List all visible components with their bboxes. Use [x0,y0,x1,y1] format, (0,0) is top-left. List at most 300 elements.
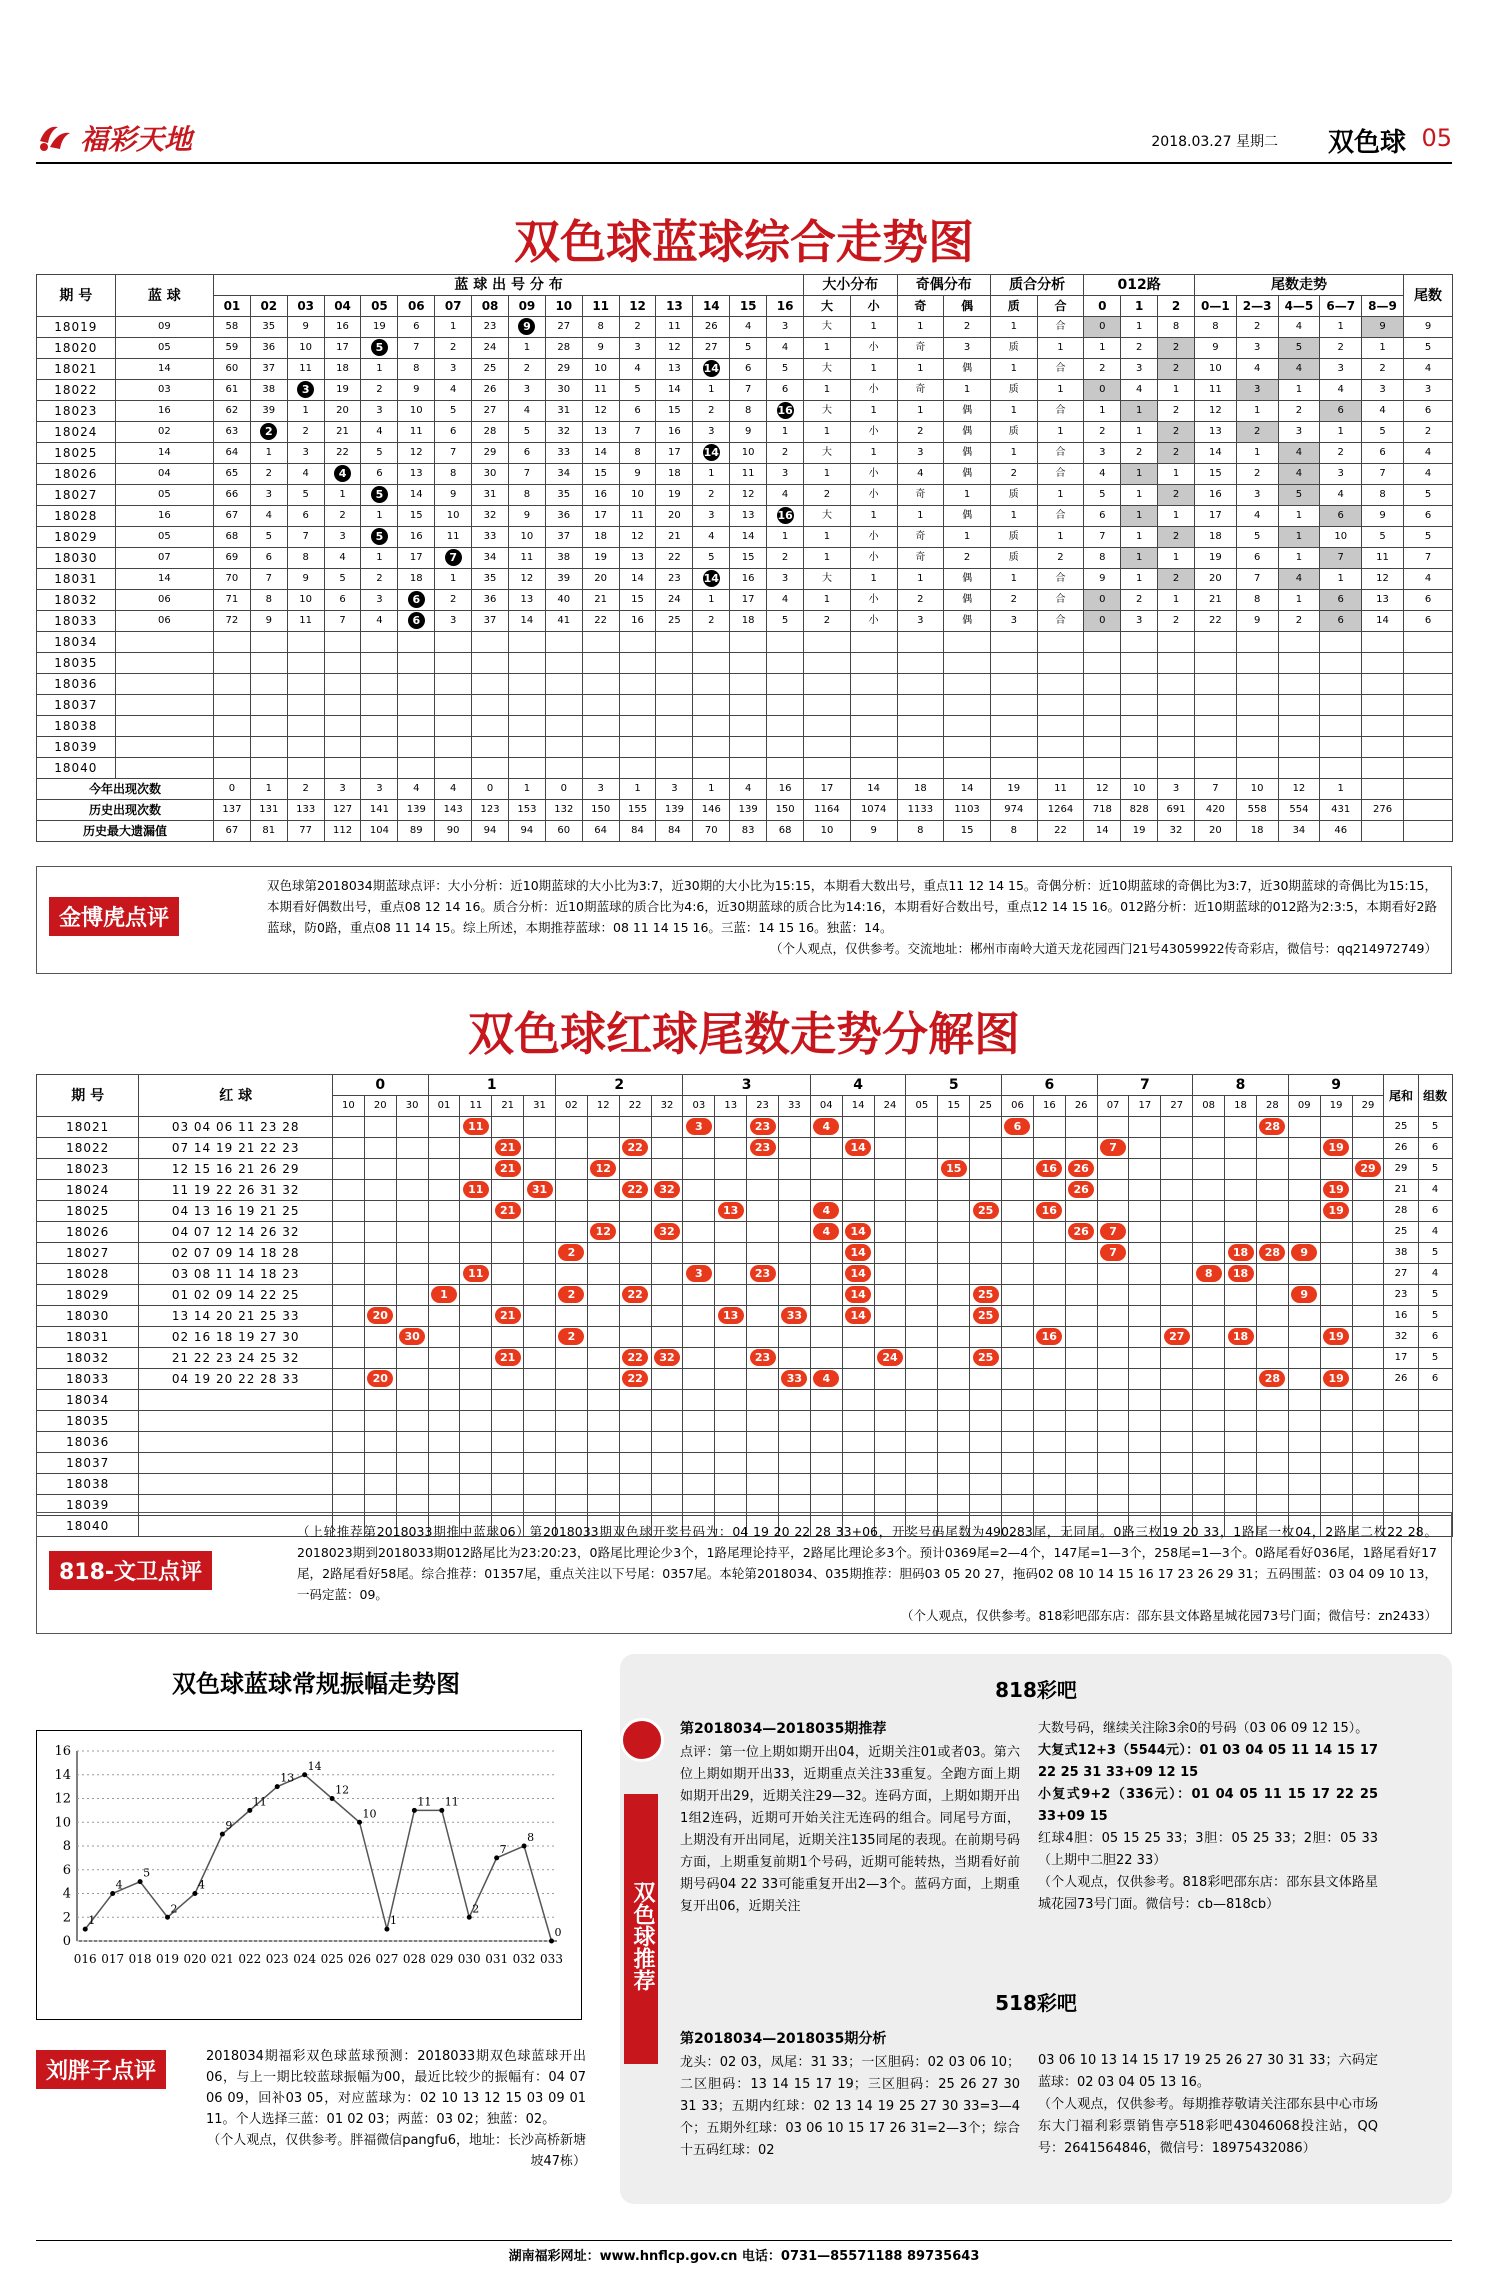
tail-cell [1065,1348,1097,1369]
empty-cell [1225,1411,1257,1432]
tail-cell [1320,1159,1352,1180]
num-header: 15 [938,1096,970,1117]
red-ball: 11 [463,1265,489,1282]
road-cell: 3 [1121,359,1158,380]
miss-cell [767,527,804,548]
empty-cell [492,1453,524,1474]
stat-value: 7 [1194,779,1236,800]
x-tick-label: 033 [540,1952,563,1966]
empty-cell [1037,758,1084,779]
tail-cell [428,1243,460,1264]
blue-data-row [37,485,1453,506]
amp-data-label: 2 [472,1902,480,1916]
shop-518-col1: 第2018034—2018035期分析 龙头：02 03，凤尾：31 33；一区胆码：02 03 06 10；二区胆码：13 14 15 17 19；三区胆码：25 26 27 30 31 33；五期内红球：02 13 14 19 25 27 30 33=3—4个；五期外红球：03 06 10 15 17 26 31=2—3个；综合十五码红球：02 [680,2031,1020,2158]
amp-data-label: 1 [88,1914,96,1928]
stat-value: 1 [619,779,656,800]
stat-value: 3 [324,779,361,800]
empty-cell [1158,737,1195,758]
miss-cell [545,527,582,548]
tail-cell [619,1327,651,1348]
x-tick-label: 032 [512,1952,536,1966]
red-ball: 3 [686,1118,712,1135]
tail-cell [1161,1264,1193,1285]
parity-cell: 奇 [897,548,944,569]
empty-cell [656,632,693,653]
issue-cell: 18032 [37,1348,139,1369]
miss-value: 6 [339,594,346,605]
tail-cell [332,1348,364,1369]
miss-cell [213,569,250,590]
miss-cell [730,569,767,590]
tail-cell [938,1348,970,1369]
miss-value: 28 [557,342,571,353]
tail-cell [492,1201,524,1222]
tail-cell [332,1222,364,1243]
red-numbers: 11 19 22 26 31 32 [139,1180,333,1201]
miss-cell [730,548,767,569]
miss-value: 30 [557,384,571,395]
issue-cell: 18021 [37,359,116,380]
empty-cell [1403,737,1452,758]
miss-cell [324,611,361,632]
blue-empty-row [37,758,1453,779]
tail-cell [1256,1180,1288,1201]
size-cell: 大 [804,401,851,422]
miss-value: 17 [594,510,608,521]
sum-cell: 27 [1384,1264,1418,1285]
miss-value: 58 [225,321,239,332]
tail-cell [715,1243,747,1264]
amp-data-label: 11 [252,1795,267,1809]
miss-cell [287,485,324,506]
tail-cell [874,1117,906,1138]
tail-cell [1065,1243,1097,1264]
tail-cell [619,1243,651,1264]
empty-cell [472,695,509,716]
miss-cell [250,443,287,464]
tail-cell: 18 [1194,527,1236,548]
tail-cell [460,1159,492,1180]
miss-cell [545,401,582,422]
issue-cell: 18026 [37,464,116,485]
tail-cell [906,1243,938,1264]
empty-cell [1097,1432,1129,1453]
tail-cell [492,1138,524,1159]
road-cell: 7 [1084,527,1121,548]
empty-cell [1403,716,1452,737]
tail-cell [1002,1117,1034,1138]
tail-cell: 2 [1236,422,1278,443]
tail-cell [747,1264,779,1285]
miss-value: 13 [741,510,755,521]
tail-cell [906,1117,938,1138]
miss-cell [361,380,398,401]
miss-cell [693,548,730,569]
issue-cell: 18027 [37,485,116,506]
tail-cell [715,1201,747,1222]
prime-cell: 质 [990,380,1037,401]
tail-cell [396,1306,428,1327]
tail-cell [1320,1117,1352,1138]
tail-cell [332,1306,364,1327]
road-cell: 2 [1158,569,1195,590]
miss-cell [398,527,435,548]
tail-cell [587,1222,619,1243]
empty-cell [1236,632,1278,653]
amp-data-label: 4 [197,1878,205,1892]
num-header: 03 [287,296,324,317]
empty-cell [874,1411,906,1432]
tail-cell [938,1306,970,1327]
empty-cell [1320,716,1362,737]
size-cell: 1 [804,464,851,485]
red-ball: 14 [845,1307,871,1324]
tail-cell: 14 [1362,611,1404,632]
miss-cell [287,317,324,338]
size-cell: 2 [804,611,851,632]
empty-cell [944,737,991,758]
miss-cell [398,422,435,443]
tail-cell [842,1243,874,1264]
empty-cell [398,695,435,716]
tail-cell [906,1159,938,1180]
tail-cell [332,1285,364,1306]
empty-cell [1320,674,1362,695]
empty-cell [364,1390,396,1411]
issue-cell: 18037 [37,1453,139,1474]
red-ball: 22 [622,1349,648,1366]
tail-cell: 2 [1278,611,1320,632]
tail-cell: 5 [1278,485,1320,506]
num-header: 10 [332,1096,364,1117]
miss-value: 27 [483,405,497,416]
parity-cell: 1 [944,485,991,506]
empty-cell [396,1453,428,1474]
miss-cell [693,464,730,485]
red-ball: 19 [1323,1202,1349,1219]
empty-cell [1037,632,1084,653]
tail-cell [683,1180,715,1201]
tail-cell [428,1201,460,1222]
tail-cell [555,1138,587,1159]
tail-cell [1097,1117,1129,1138]
size-cell: 1 [850,401,897,422]
miss-value: 10 [594,363,608,374]
miss-cell [656,527,693,548]
empty-cell [139,1390,333,1411]
empty-cell [1158,716,1195,737]
miss-cell [767,443,804,464]
blue-value: 02 [115,422,213,443]
tail-cell [1193,1180,1225,1201]
red-data-row [37,1243,1453,1264]
stat-value: 137 [213,800,250,821]
miss-value: 8 [634,447,641,458]
empty-cell [619,716,656,737]
tail-cell: 19 [1194,548,1236,569]
sum-cell: 23 [1384,1285,1418,1306]
miss-value: 11 [594,384,608,395]
empty-cell [1320,695,1362,716]
sum-cell: 26 [1384,1138,1418,1159]
num-header: 04 [324,296,361,317]
tail-cell [842,1117,874,1138]
miss-value: 10 [299,342,313,353]
num-header: 26 [1065,1096,1097,1117]
tail-cell [1320,1180,1352,1201]
miss-value: 12 [741,489,755,500]
miss-value: 2 [708,405,715,416]
empty-cell [1002,1411,1034,1432]
prime-cell: 合 [1037,611,1084,632]
tail-cell [778,1138,810,1159]
miss-value: 59 [225,342,239,353]
miss-cell [435,317,472,338]
miss-value: 38 [262,384,276,395]
empty-cell [990,695,1037,716]
stat-value: 139 [730,800,767,821]
empty-cell [435,737,472,758]
stat-value: 17 [804,779,851,800]
miss-value: 14 [631,573,644,584]
size-cell: 小 [850,422,897,443]
prime-cell: 1 [1037,485,1084,506]
tail-cell [555,1264,587,1285]
issue-cell: 18028 [37,1264,139,1285]
miss-cell [656,338,693,359]
tail-cell [906,1180,938,1201]
size-cell: 大 [804,506,851,527]
miss-value: 7 [449,447,457,458]
miss-cell [361,590,398,611]
empty-cell [435,653,472,674]
parity-cell: 3 [897,443,944,464]
miss-cell [767,401,804,422]
tail-cell [1161,1159,1193,1180]
miss-value: 67 [225,510,239,521]
tail-value: 6 [1403,506,1452,527]
tail-cell [651,1243,683,1264]
amp-point [275,1784,280,1789]
tail-value: 3 [1403,380,1452,401]
empty-cell [361,632,398,653]
red-ball: 18 [1228,1265,1254,1282]
miss-cell [693,317,730,338]
num-header: 06 [398,296,435,317]
tail-cell [1129,1327,1161,1348]
empty-cell [767,632,804,653]
tail-cell [619,1117,651,1138]
tail-cell [906,1327,938,1348]
miss-cell [435,548,472,569]
empty-cell [810,1411,842,1432]
empty-cell [1352,1411,1384,1432]
tail-cell: 1 [1236,401,1278,422]
stat-value: 4 [730,779,767,800]
empty-cell [970,1432,1002,1453]
miss-cell [508,317,545,338]
miss-cell [582,506,619,527]
tail-cell: 5 [1362,422,1404,443]
tail-cell [1002,1180,1034,1201]
road-cell: 2 [1158,401,1195,422]
red-ball: 23 [750,1265,776,1282]
tail-cell [1129,1264,1161,1285]
miss-value: 16 [336,321,349,332]
num-header: 20 [364,1096,396,1117]
tail-value: 6 [1403,590,1452,611]
miss-cell [619,590,656,611]
stat-value: 14 [1084,821,1121,842]
miss-cell [472,611,509,632]
empty-cell [250,758,287,779]
issue-cell: 18031 [37,569,116,590]
miss-value: 20 [594,573,608,584]
group-cell: 4 [1418,1264,1452,1285]
tail-cell [555,1369,587,1390]
empty-cell [1418,1432,1452,1453]
empty-cell [730,674,767,695]
tail-cell [778,1243,810,1264]
miss-cell [582,317,619,338]
num-header: 04 [810,1096,842,1117]
tail-cell [970,1243,1002,1264]
empty-cell [1033,1453,1065,1474]
empty-cell [1403,779,1452,800]
tail-cell [938,1117,970,1138]
miss-value: 60 [225,363,239,374]
red-ball: 4 [813,1118,839,1135]
num-header: 08 [1193,1096,1225,1117]
miss-value: 5 [302,489,309,500]
empty-cell [1256,1453,1288,1474]
stat-value: 10 [804,821,851,842]
tail-cell [1256,1222,1288,1243]
red-numbers: 02 07 09 14 18 28 [139,1243,333,1264]
empty-cell [747,1453,779,1474]
empty-cell [250,632,287,653]
miss-cell [730,401,767,422]
miss-value: 10 [409,405,423,416]
miss-value: 3 [708,426,715,437]
empty-cell [435,674,472,695]
empty-cell [1194,674,1236,695]
empty-cell [804,674,851,695]
miss-value: 2 [376,573,383,584]
empty-cell [897,716,944,737]
tail-cell [1225,1327,1257,1348]
miss-value: 6 [781,384,789,395]
tail-cell [428,1117,460,1138]
tail-cell [396,1285,428,1306]
empty-cell [428,1390,460,1411]
tail-cell: 7 [1236,569,1278,590]
num-header: 17 [1129,1096,1161,1117]
issue-cell: 18022 [37,1138,139,1159]
red-tail-table [36,1074,1453,1537]
miss-value: 33 [557,447,571,458]
stat-value: 143 [435,800,472,821]
red-numbers: 03 04 06 11 23 28 [139,1117,333,1138]
tail-cell [683,1285,715,1306]
tail-cell: 4 [1278,359,1320,380]
tail-cell [332,1201,364,1222]
tail-cell: 1 [1320,317,1362,338]
tail-group-header: 2 [555,1075,682,1096]
tail-cell [970,1306,1002,1327]
size-cell: 小 [850,338,897,359]
empty-cell [1278,758,1320,779]
miss-value: 20 [668,510,681,521]
tail-cell [970,1201,1002,1222]
empty-cell [842,1390,874,1411]
tail-cell [1288,1243,1320,1264]
empty-cell [651,1453,683,1474]
amp-point [412,1808,417,1813]
parity-cell: 偶 [944,611,991,632]
empty-cell [1418,1474,1452,1495]
empty-cell [582,674,619,695]
empty-cell [683,1432,715,1453]
stat-value: 84 [656,821,693,842]
tail-group-header: 6 [1002,1075,1098,1096]
blue-value: 16 [115,506,213,527]
prime-cell: 2 [1037,548,1084,569]
empty-cell [850,737,897,758]
empty-cell [396,1432,428,1453]
stat-value: 1 [693,779,730,800]
road-cell: 1 [1158,548,1195,569]
tail-cell [587,1159,619,1180]
prime-cell: 合 [1037,569,1084,590]
empty-cell [545,737,582,758]
tail-cell [332,1180,364,1201]
num-header: 23 [747,1096,779,1117]
hit-ball: 9 [518,318,535,335]
miss-value: 3 [376,594,383,605]
amp-data-label: 0 [554,1926,562,1939]
amp-point [192,1891,197,1896]
road-cell: 2 [1158,422,1195,443]
stat-value: 141 [361,800,398,821]
red-ball: 22 [622,1370,648,1387]
miss-cell [435,506,472,527]
empty-cell [1037,674,1084,695]
tail-cell: 1 [1236,443,1278,464]
miss-value: 61 [225,384,239,395]
empty-cell [1256,1390,1288,1411]
parity-sub: 奇 [897,296,944,317]
tail-cell [874,1285,906,1306]
red-ball: 20 [367,1307,393,1324]
miss-cell [619,611,656,632]
size-cell: 1 [850,317,897,338]
tail-cell [810,1327,842,1348]
stat-value: 60 [545,821,582,842]
road-cell: 1 [1121,422,1158,443]
tail-cell [1033,1201,1065,1222]
tail-cell [1161,1306,1193,1327]
stat-value: 81 [250,821,287,842]
stat-value: 12 [1278,779,1320,800]
miss-value: 1 [265,447,272,458]
red-numbers: 13 14 20 21 25 33 [139,1306,333,1327]
stat-value: 94 [472,821,509,842]
tail-cell: 6 [1320,590,1362,611]
empty-cell [970,1411,1002,1432]
empty-cell [555,1432,587,1453]
tail-cell: 15 [1194,464,1236,485]
